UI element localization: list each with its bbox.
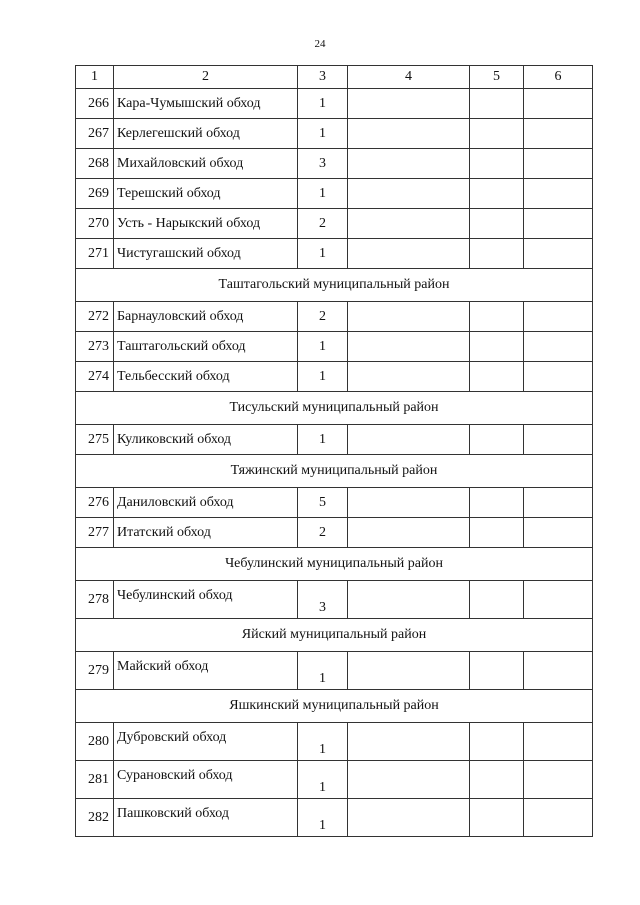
quantity-cell: 5 xyxy=(298,488,348,518)
section-header-row xyxy=(76,548,593,581)
row-number-cell: 275 xyxy=(76,425,114,455)
column-6-cell xyxy=(524,723,593,761)
column-4-cell xyxy=(348,89,470,119)
section-header-row xyxy=(76,690,593,723)
quantity-cell: 1 xyxy=(298,332,348,362)
section-title: Тисульский муниципальный район xyxy=(76,392,593,425)
section-title: Чебулинский муниципальный район xyxy=(76,548,593,581)
table-row xyxy=(76,652,593,690)
object-name-cell: Таштагольский обход xyxy=(114,332,298,362)
column-5-cell xyxy=(470,425,524,455)
row-number-cell: 273 xyxy=(76,332,114,362)
object-name-cell: Чистугашский обход xyxy=(114,239,298,269)
column-header: 3 xyxy=(298,66,348,89)
column-4-cell xyxy=(348,209,470,239)
column-4-cell xyxy=(348,239,470,269)
table-row xyxy=(76,799,593,837)
column-4-cell xyxy=(348,302,470,332)
header-row xyxy=(76,66,593,89)
row-number-cell: 272 xyxy=(76,302,114,332)
row-number-cell: 282 xyxy=(76,799,114,837)
section-header-row xyxy=(76,455,593,488)
table-row xyxy=(76,425,593,455)
column-5-cell xyxy=(470,518,524,548)
column-4-cell xyxy=(348,149,470,179)
table-row xyxy=(76,89,593,119)
row-number-cell: 267 xyxy=(76,119,114,149)
table-row xyxy=(76,761,593,799)
column-4-cell xyxy=(348,518,470,548)
table-row xyxy=(76,488,593,518)
object-name-cell: Чебулинский обход xyxy=(114,581,298,619)
table-row xyxy=(76,119,593,149)
column-5-cell xyxy=(470,581,524,619)
object-name-cell: Терешский обход xyxy=(114,179,298,209)
quantity-cell: 1 xyxy=(298,761,348,799)
column-4-cell xyxy=(348,362,470,392)
object-name-cell: Усть - Нарыкский обход xyxy=(114,209,298,239)
column-5-cell xyxy=(470,209,524,239)
quantity-cell: 1 xyxy=(298,723,348,761)
column-header: 5 xyxy=(470,66,524,89)
quantity-cell: 1 xyxy=(298,179,348,209)
row-number-cell: 269 xyxy=(76,179,114,209)
column-6-cell xyxy=(524,518,593,548)
quantity-cell: 2 xyxy=(298,518,348,548)
object-name-cell: Майский обход xyxy=(114,652,298,690)
object-name-cell: Дубровский обход xyxy=(114,723,298,761)
column-4-cell xyxy=(348,799,470,837)
column-6-cell xyxy=(524,302,593,332)
row-number-cell: 278 xyxy=(76,581,114,619)
column-6-cell xyxy=(524,332,593,362)
object-name-cell: Тельбесский обход xyxy=(114,362,298,392)
column-6-cell xyxy=(524,362,593,392)
object-name-cell: Барнауловский обход xyxy=(114,302,298,332)
table-row xyxy=(76,723,593,761)
column-4-cell xyxy=(348,488,470,518)
registry-table xyxy=(75,65,593,837)
column-5-cell xyxy=(470,362,524,392)
object-name-cell: Итатский обход xyxy=(114,518,298,548)
table-row xyxy=(76,239,593,269)
section-title: Таштагольский муниципальный район xyxy=(76,269,593,302)
table-body xyxy=(76,66,593,837)
row-number-cell: 280 xyxy=(76,723,114,761)
row-number-cell: 276 xyxy=(76,488,114,518)
section-header-row xyxy=(76,269,593,302)
quantity-cell: 2 xyxy=(298,302,348,332)
column-5-cell xyxy=(470,488,524,518)
table-row xyxy=(76,209,593,239)
table-row xyxy=(76,179,593,209)
quantity-cell: 3 xyxy=(298,149,348,179)
object-name-cell: Куликовский обход xyxy=(114,425,298,455)
column-6-cell xyxy=(524,799,593,837)
table-row xyxy=(76,518,593,548)
row-number-cell: 277 xyxy=(76,518,114,548)
column-header: 2 xyxy=(114,66,298,89)
section-title: Тяжинский муниципальный район xyxy=(76,455,593,488)
column-5-cell xyxy=(470,89,524,119)
quantity-cell: 2 xyxy=(298,209,348,239)
section-header-row xyxy=(76,619,593,652)
column-5-cell xyxy=(470,723,524,761)
table-row xyxy=(76,362,593,392)
object-name-cell: Сурановский обход xyxy=(114,761,298,799)
column-4-cell xyxy=(348,581,470,619)
column-6-cell xyxy=(524,652,593,690)
quantity-cell: 1 xyxy=(298,425,348,455)
quantity-cell: 1 xyxy=(298,362,348,392)
column-6-cell xyxy=(524,239,593,269)
quantity-cell: 1 xyxy=(298,119,348,149)
column-5-cell xyxy=(470,149,524,179)
column-6-cell xyxy=(524,119,593,149)
row-number-cell: 279 xyxy=(76,652,114,690)
column-header: 4 xyxy=(348,66,470,89)
column-6-cell xyxy=(524,89,593,119)
table-row xyxy=(76,332,593,362)
row-number-cell: 271 xyxy=(76,239,114,269)
column-6-cell xyxy=(524,149,593,179)
column-6-cell xyxy=(524,425,593,455)
column-4-cell xyxy=(348,179,470,209)
column-5-cell xyxy=(470,652,524,690)
quantity-cell: 1 xyxy=(298,652,348,690)
column-6-cell xyxy=(524,209,593,239)
column-5-cell xyxy=(470,799,524,837)
column-header: 6 xyxy=(524,66,593,89)
column-5-cell xyxy=(470,332,524,362)
row-number-cell: 268 xyxy=(76,149,114,179)
section-title: Яйский муниципальный район xyxy=(76,619,593,652)
column-5-cell xyxy=(470,302,524,332)
quantity-cell: 3 xyxy=(298,581,348,619)
column-4-cell xyxy=(348,723,470,761)
column-5-cell xyxy=(470,119,524,149)
object-name-cell: Пашковский обход xyxy=(114,799,298,837)
table-row xyxy=(76,149,593,179)
column-6-cell xyxy=(524,488,593,518)
row-number-cell: 266 xyxy=(76,89,114,119)
column-header: 1 xyxy=(76,66,114,89)
column-5-cell xyxy=(470,239,524,269)
object-name-cell: Кара-Чумышский обход xyxy=(114,89,298,119)
column-6-cell xyxy=(524,581,593,619)
section-header-row xyxy=(76,392,593,425)
column-6-cell xyxy=(524,179,593,209)
row-number-cell: 274 xyxy=(76,362,114,392)
row-number-cell: 270 xyxy=(76,209,114,239)
object-name-cell: Керлегешский обход xyxy=(114,119,298,149)
column-4-cell xyxy=(348,119,470,149)
object-name-cell: Даниловский обход xyxy=(114,488,298,518)
quantity-cell: 1 xyxy=(298,799,348,837)
column-4-cell xyxy=(348,761,470,799)
table-row xyxy=(76,581,593,619)
column-5-cell xyxy=(470,179,524,209)
column-4-cell xyxy=(348,332,470,362)
quantity-cell: 1 xyxy=(298,89,348,119)
column-4-cell xyxy=(348,425,470,455)
column-4-cell xyxy=(348,652,470,690)
column-6-cell xyxy=(524,761,593,799)
quantity-cell: 1 xyxy=(298,239,348,269)
section-title: Яшкинский муниципальный район xyxy=(76,690,593,723)
page-number: 24 xyxy=(314,38,326,50)
object-name-cell: Михайловский обход xyxy=(114,149,298,179)
table-row xyxy=(76,302,593,332)
column-5-cell xyxy=(470,761,524,799)
row-number-cell: 281 xyxy=(76,761,114,799)
